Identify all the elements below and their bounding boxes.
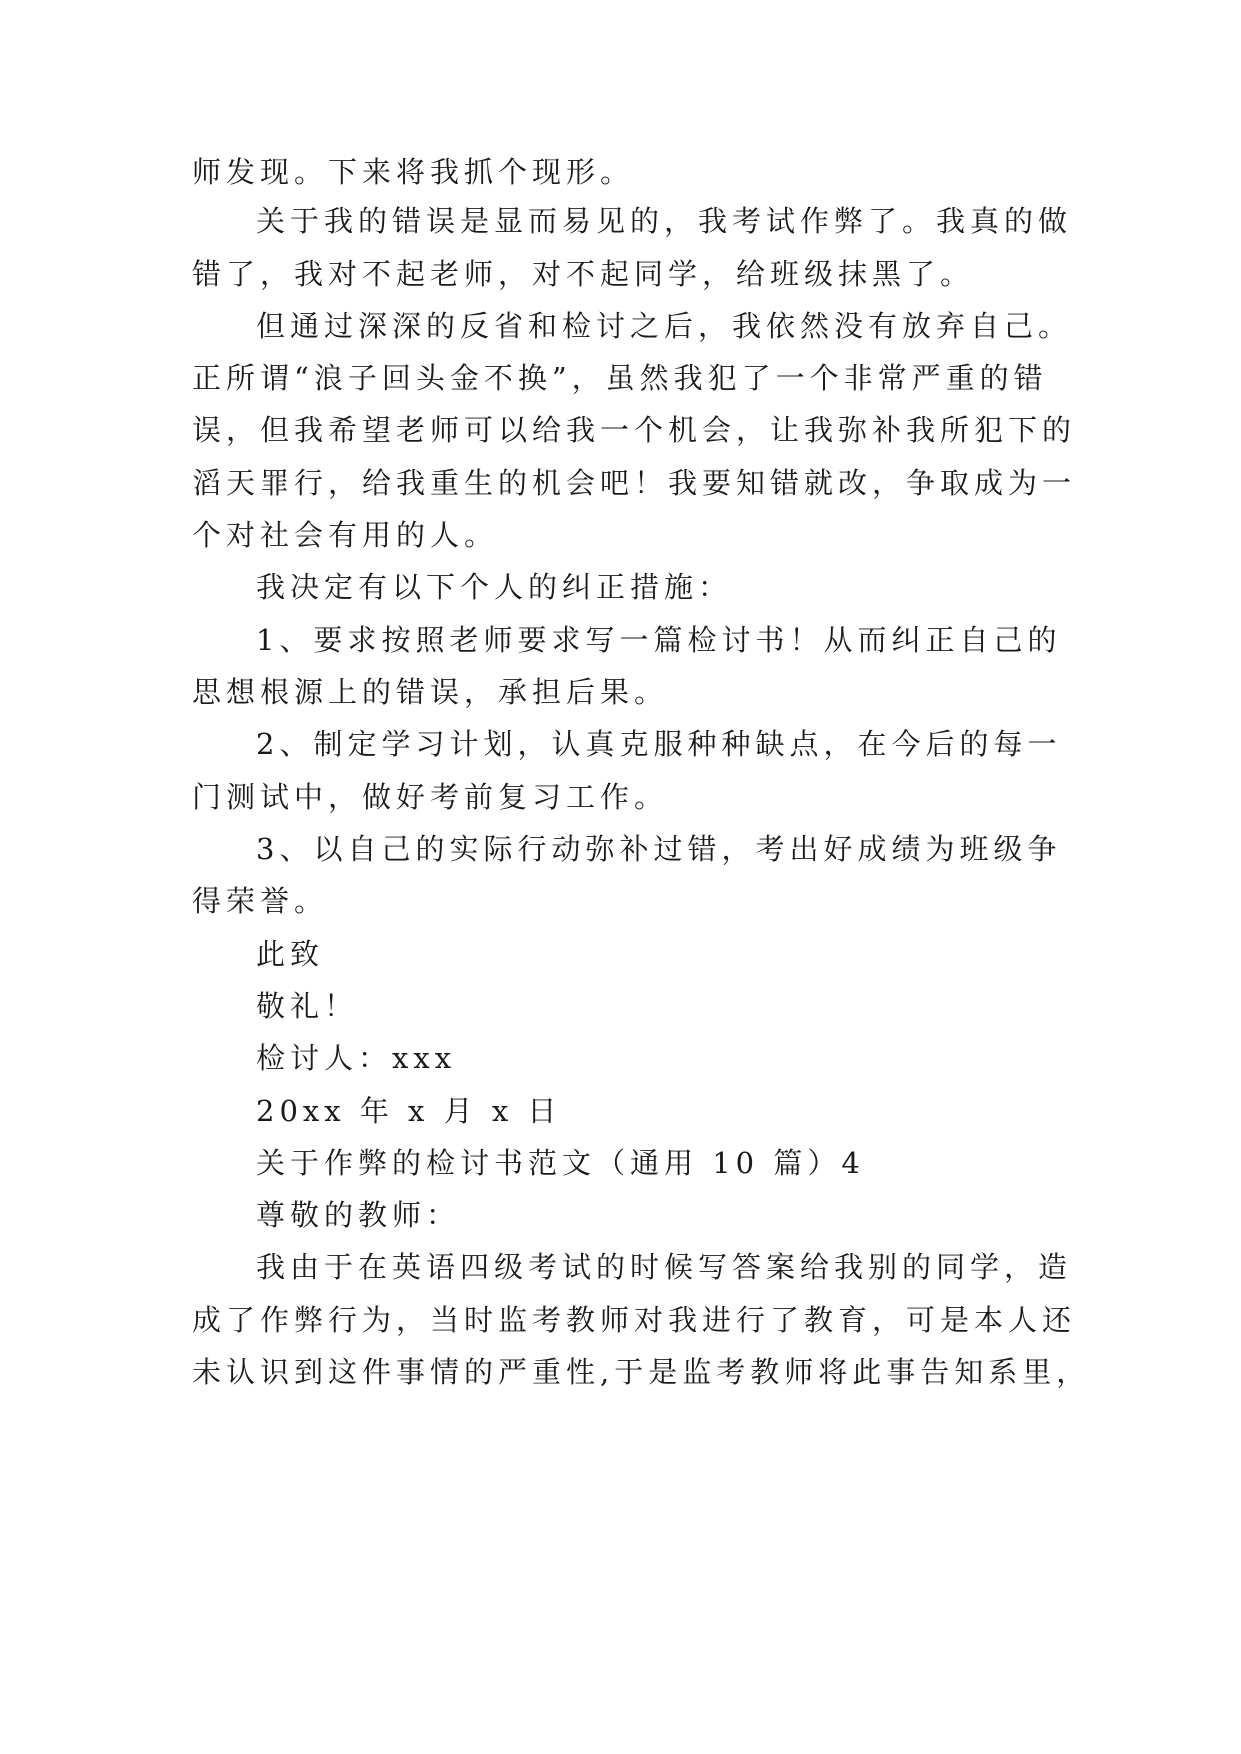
text-line: 思想根源上的错误，承担后果。 — [192, 675, 669, 709]
text-line: 误，但我希望老师可以给我一个机会，让我弥补我所犯下的 — [192, 413, 1077, 447]
text-line: 但通过深深的反省和检讨之后，我依然没有放弃自己。 — [256, 309, 1073, 343]
text-line: 师发现。下来将我抓个现形。 — [192, 155, 635, 189]
text-line: 3、以自己的实际行动弥补过错，考出好成绩为班级争 — [256, 832, 1062, 866]
text-line: 未认识到这件事情的严重性,于是监考教师将此事告知系里， — [192, 1355, 1091, 1389]
text-line: 个对社会有用的人。 — [192, 518, 499, 552]
text-line: 门测试中，做好考前复习工作。 — [192, 780, 669, 814]
text-line: 得荣誉。 — [192, 884, 329, 918]
text-line: 关于我的错误是显而易见的，我考试作弊了。我真的做 — [256, 204, 1073, 238]
text-line: 我决定有以下个人的纠正措施： — [256, 570, 733, 604]
text-line: 成了作弊行为，当时监考教师对我进行了教育，可是本人还 — [192, 1303, 1077, 1337]
text-line: 滔天罪行，给我重生的机会吧！我要知错就改，争取成为一 — [192, 466, 1077, 500]
closing-salutation: 此致 — [256, 937, 325, 971]
closing-regards: 敬礼！ — [256, 989, 359, 1023]
section-title: 关于作弊的检讨书范文（通用 10 篇）4 — [256, 1146, 865, 1180]
text-line: 正所谓“浪子回头金不换”，虽然我犯了一个非常严重的错 — [192, 361, 1048, 395]
date-line: 20xx 年 x 月 x 日 — [256, 1094, 562, 1128]
text-line: 错了，我对不起老师，对不起同学，给班级抹黑了。 — [192, 257, 975, 291]
text-line: 1、要求按照老师要求写一篇检讨书！从而纠正自己的 — [256, 623, 1062, 657]
text-line: 2、制定学习计划，认真克服种种缺点，在今后的每一 — [256, 727, 1062, 761]
signature-line: 检讨人：xxx — [256, 1041, 457, 1075]
text-line: 我由于在英语四级考试的时候写答案给我别的同学，造 — [256, 1250, 1073, 1284]
greeting-line: 尊敬的教师： — [256, 1198, 461, 1232]
